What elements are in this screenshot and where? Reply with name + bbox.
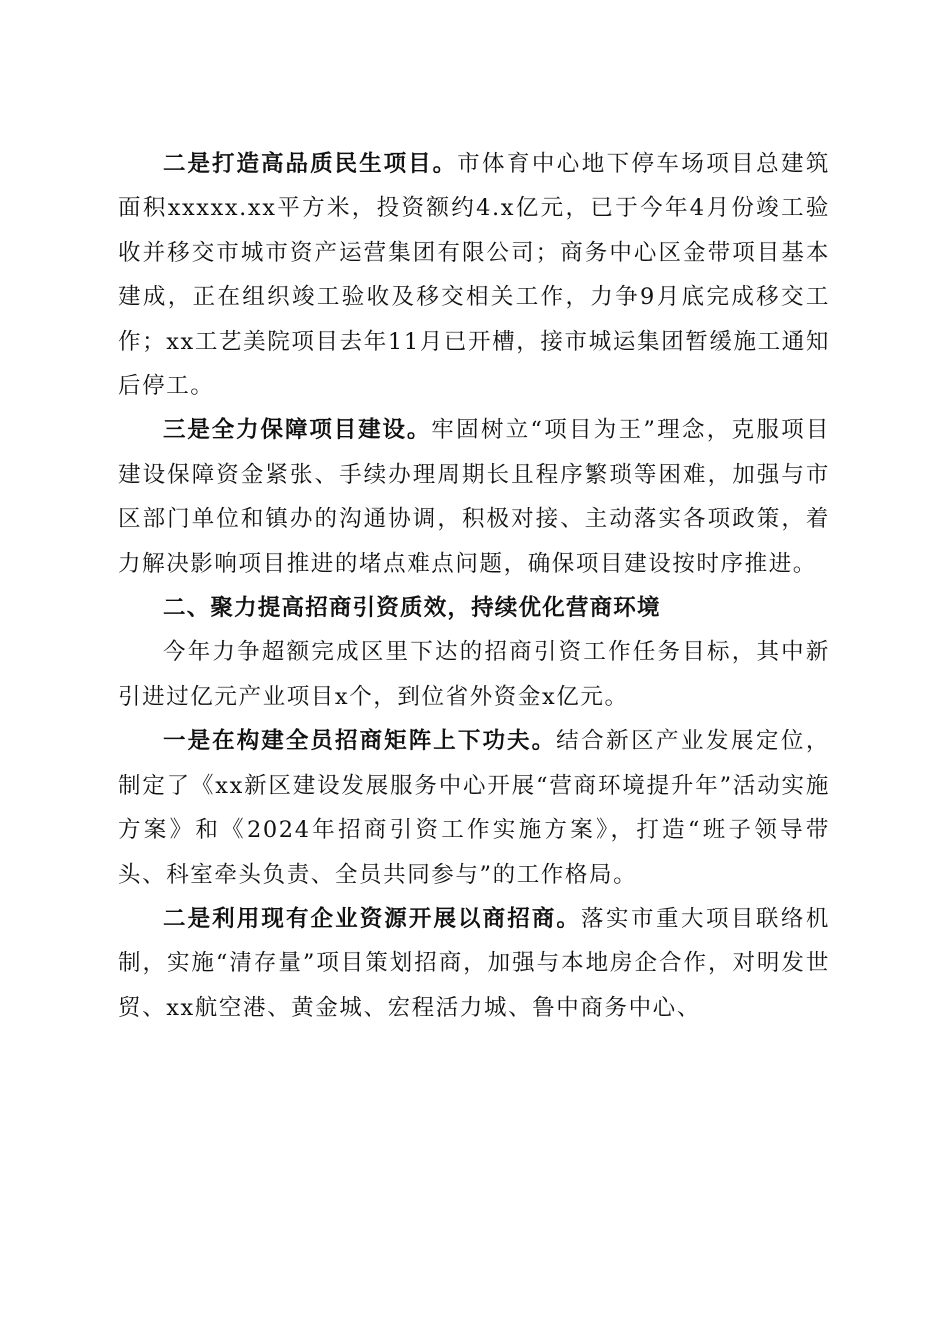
paragraph-text: 牢固树立“项目为王”理念，克服项目建设保障资金紧张、手续办理周期长且程序繁琐等困难，加强与市区部门单位和镇办的沟通协调，积极对接、主动落实各项政策，着力解决影响项目推进的堵点难点问题，确保项目建设按时序推进。 <box>118 417 830 577</box>
paragraph-lead: 二是打造高品质民生项目。 <box>163 151 458 177</box>
section-heading: 二、聚力提高招商引资质效，持续优化营商环境 <box>163 595 661 622</box>
paragraph-text: 市体育中心地下停车场项目总建筑面积xxxxx.xx平方米，投资额约4.x亿元，已于今年4月份竣工验收并移交市城市资产运营集团有限公司；商务中心区金带项目基本建成，正在组织竣工验收及移交相关工作，力争9月底完成移交工作；xx工艺美院项目去年11月已开槽，接市城运集团暂缓施工通知后停工。 <box>118 151 830 400</box>
paragraph-lead: 一是在构建全员招商矩阵上下功夫。 <box>163 728 557 755</box>
paragraph-text: 落实市重大项目联络机制，实施“清存量”项目策划招商，加强与本地房企合作，对明发世贸、xx航空港、黄金城、宏程活力城、鲁中商务中心、 <box>118 905 830 1021</box>
section-intro: 今年力争超额完成区里下达的招商引资工作任务目标，其中新引进过亿元产业项目x个，到位省外资金x亿元。 <box>118 639 830 710</box>
paragraph-lead: 二是利用现有企业资源开展以商招商。 <box>163 905 581 932</box>
paragraph-investment-matrix <box>118 719 830 897</box>
document-body <box>118 142 830 1030</box>
paragraph-livelihood-projects <box>118 142 830 408</box>
paragraph-project-guarantee <box>118 408 830 586</box>
paragraph-business-attraction <box>118 897 830 1030</box>
paragraph-lead: 三是全力保障项目建设。 <box>163 417 432 444</box>
paragraph-text: 结合新区产业发展定位，制定了《xx新区建设发展服务中心开展“营商环境提升年”活动实施方案》和《2024年招商引资工作实施方案》，打造“班子领导带头、科室牵头负责、全员共同参与”的工作格局。 <box>118 728 830 888</box>
